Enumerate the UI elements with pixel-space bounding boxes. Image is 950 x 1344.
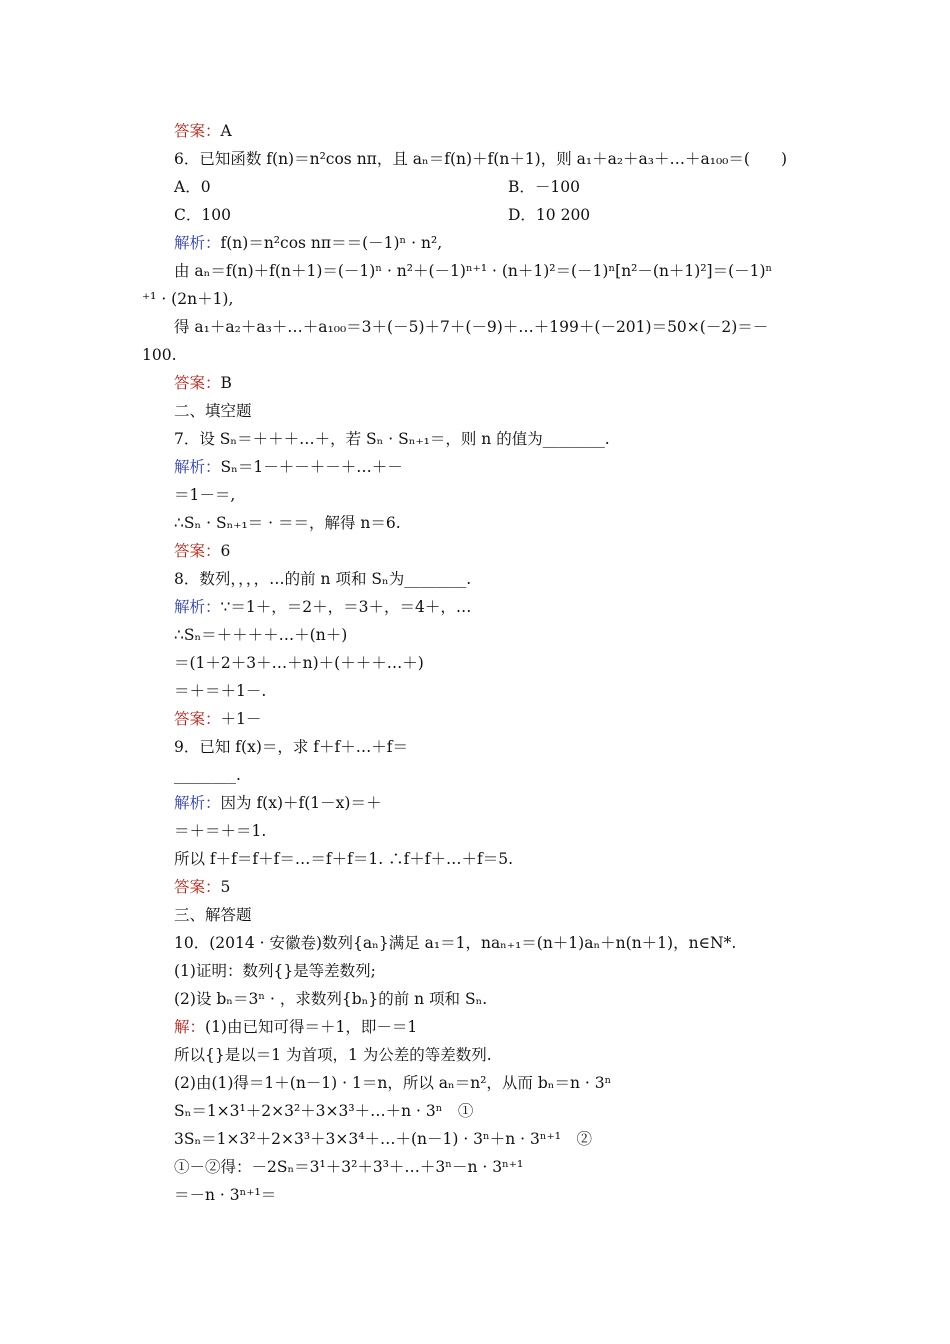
text-line [174,373,232,393]
text-line [174,1017,417,1037]
answer-label: 答案： [174,374,221,392]
analysis-label: 解析： [174,234,221,252]
text-line [174,737,408,757]
text-line [142,289,233,309]
line-text: 因为 f(x)＋f(1－x)＝＋ [220,794,382,812]
line-text: 得 a₁＋a₂＋a₃＋…＋a₁₀₀＝3＋(－5)＋7＋(－9)＋…＋199＋(－201)＝50×(－2)＝－ [174,318,769,336]
text-line [174,233,442,253]
text-line [174,569,471,589]
text-line [174,905,252,925]
line-text: (1)由已知可得＝＋1，即－＝1 [205,1018,418,1036]
option-text: B．－100 [508,178,580,196]
line-text: 二、填空题 [174,402,252,420]
line-text: 三、解答题 [174,906,252,924]
line-text: ＝(1＋2＋3＋…＋n)＋(＋＋＋…＋) [174,654,424,672]
text-line [174,681,266,701]
text-line [142,345,177,365]
text-line [174,877,230,897]
line-text: 5 [220,878,231,896]
line-text: 8．数列，，，，…的前 n 项和 Sₙ为________. [174,570,472,588]
text-line [174,961,376,981]
text-line [174,513,401,533]
text-line [174,177,211,197]
line-text: B [220,374,232,392]
line-text: 10．(2014 · 安徽卷)数列{aₙ}满足 a₁＝1，naₙ₊₁＝(n＋1)aₙ＋n(n＋1)，n∈N*. [174,934,737,952]
text-line [174,1129,592,1149]
text-line [174,597,471,617]
text-line [174,653,424,673]
line-text: A [220,122,232,140]
line-text: C．100 [174,206,231,224]
answer-label: 答案： [174,122,221,140]
text-line [174,121,232,141]
line-text: 7．设 Sₙ＝＋＋＋…＋，若 Sₙ · Sₙ₊₁＝，则 n 的值为________. [174,430,610,448]
line-text: (2)设 bₙ＝3ⁿ · ，求数列{bₙ}的前 n 项和 Sₙ. [174,990,488,1008]
line-text: Sₙ＝1－＋－＋－＋…＋－ [220,458,403,476]
text-line [174,849,513,869]
line-text: 所以{}是以＝1 为首项，1 为公差的等差数列. [174,1046,492,1064]
line-text: ∵＝1＋，＝2＋，＝3＋，＝4＋，… [220,598,472,616]
text-line [174,149,787,169]
answer-label: 解： [174,1018,206,1036]
line-text: ＝＋＝＋＝1. [174,822,267,840]
line-text: ＝＋＝＋1－. [174,682,267,700]
option-text: D．10 200 [508,206,591,224]
text-line [174,317,768,337]
line-text: ＝－n · 3ⁿ⁺¹＝ [174,1186,277,1204]
text-line [174,989,487,1009]
text-line [174,1073,611,1093]
text-line [174,541,230,561]
text-line [174,625,347,645]
text-line [174,933,736,953]
answer-label: 答案： [174,542,221,560]
line-text: 所以 f＋f＝f＋f＝…＝f＋f＝1. ∴f＋f＋…＋f＝5. [174,850,514,868]
line-text: 6．已知函数 f(n)＝n²cos nπ，且 aₙ＝f(n)＋f(n＋1)，则 a₁＋a₂＋a₃＋…＋a₁₀₀＝( ) [174,150,787,168]
line-text: (1)证明：数列{}是等差数列; [174,962,376,980]
answer-label: 答案： [174,710,221,728]
text-line [174,457,403,477]
line-text: ∴Sₙ＝＋＋＋＋…＋(n＋) [174,626,348,644]
line-text: 由 aₙ＝f(n)＋f(n＋1)＝(－1)ⁿ · n²＋(－1)ⁿ⁺¹ · (n＋1)²＝(－1)ⁿ[n²－(n＋1)²]＝(－1)ⁿ [174,262,773,280]
line-text: 9．已知 f(x)＝，求 f＋f＋…＋f＝ [174,738,408,756]
text-line [174,1157,523,1177]
line-text: ⁺¹ · (2n＋1), [142,290,234,308]
text-line [174,401,252,421]
text-line [174,261,772,281]
text-line [174,821,266,841]
line-text: A．0 [174,178,211,196]
text-line [174,765,241,785]
line-text: f(n)＝n²cos nπ＝＝(－1)ⁿ · n², [220,234,443,252]
line-text: (2)由(1)得＝1＋(n－1) · 1＝n，所以 aₙ＝n²，从而 bₙ＝n · 3ⁿ [174,1074,612,1092]
analysis-label: 解析： [174,458,221,476]
line-text: 6 [220,542,231,560]
answer-label: 答案： [174,878,221,896]
text-line [174,1185,276,1205]
line-text: ①－②得：－2Sₙ＝3¹＋3²＋3³＋…＋3ⁿ－n · 3ⁿ⁺¹ [174,1158,524,1176]
line-text: Sₙ＝1×3¹＋2×3²＋3×3³＋…＋n · 3ⁿ ① [174,1102,474,1120]
analysis-label: 解析： [174,794,221,812]
text-line [174,485,235,505]
text-line [174,205,231,225]
text-line [174,1101,473,1121]
text-line [174,793,381,813]
line-text: ＝1－＝, [174,486,236,504]
line-text: 100. [142,346,177,364]
text-line [174,1045,492,1065]
line-text: ________. [174,766,241,784]
line-text: 3Sₙ＝1×3²＋2×3³＋3×3⁴＋…＋(n－1) · 3ⁿ＋n · 3ⁿ⁺¹ ② [174,1130,592,1148]
line-text: ＋1－ [220,710,262,728]
text-line [174,429,610,449]
line-text: ∴Sₙ · Sₙ₊₁＝ · ＝＝，解得 n＝6. [174,514,401,532]
text-line [174,709,261,729]
analysis-label: 解析： [174,598,221,616]
